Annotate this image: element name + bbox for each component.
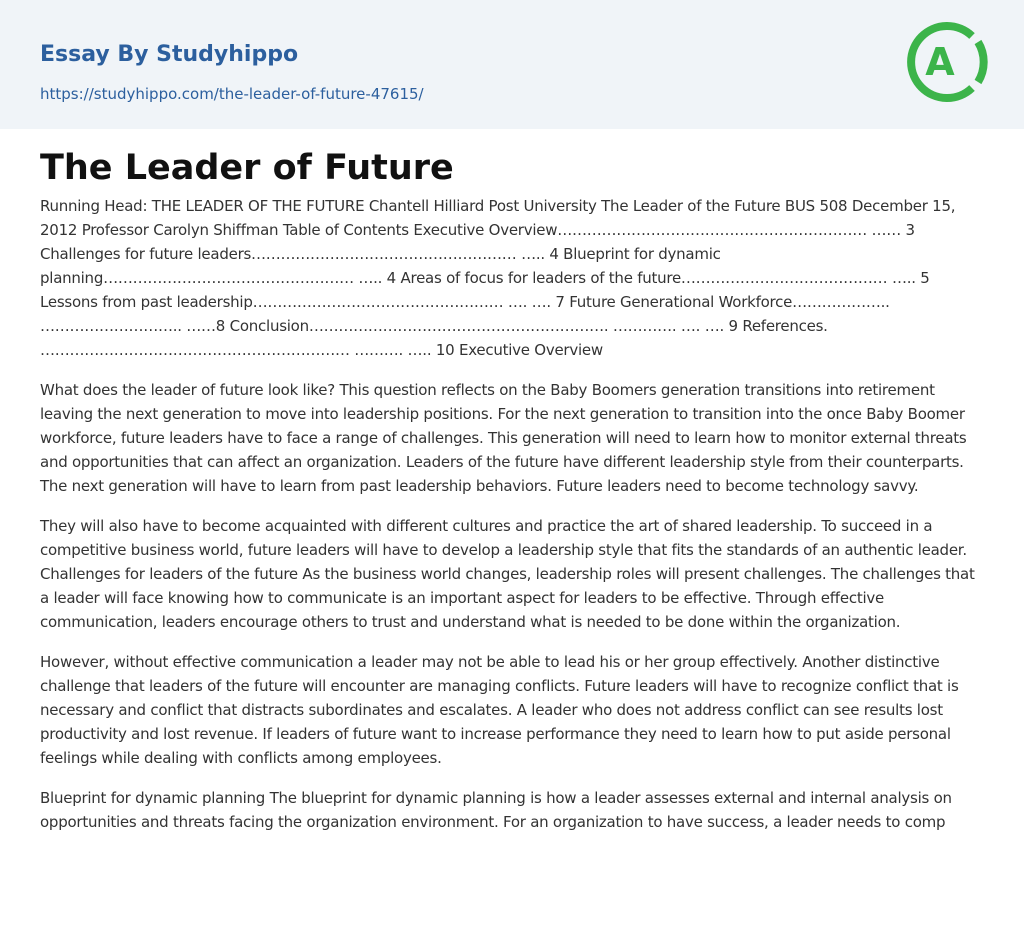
article-body [40, 194, 984, 850]
article-paragraph: Running Head: THE LEADER OF THE FUTURE Chantell Hilliard Post University The Leader of the Future BUS 508 December 15, 2012 Professor Carolyn Shiffman Table of Contents Executive Overview……………………………………………………… …… 3 Challenges for future leaders……………………………………………… ….. 4 Blueprint for dynamic planning…………………………………………… ….. 4 Areas of focus for leaders of the future…………………………………… ….. 5 Lessons from past leadership…………………………………………… …. …. 7 Future Generational Workforce……………….. ……………………….. ……8 Conclusion……………………………………………………. …………. …. …. 9 References. ……………………………………………………… ………. ….. 10 Executive Overview [40, 197, 956, 359]
logo-ring-icon [906, 18, 990, 106]
studyhippo-logo[interactable] [906, 18, 990, 106]
logo-letter: A [925, 40, 955, 84]
site-brand[interactable]: Essay By Studyhippo [40, 42, 299, 67]
essay-url-link[interactable]: https://studyhippo.com/the-leader-of-future-47615/ [40, 85, 424, 103]
article-paragraph: What does the leader of future look like? This question reflects on the Baby Boomers generation transitions into retirement leaving the next generation to move into leadership positions. For the next generation to transition into the once Baby Boomer workforce, future leaders have to face a range of challenges. This generation will need to learn how to monitor external threats and opportunities that can affect an organization. Leaders of the future have different leadership style from their counterparts. The next generation will have to learn from past leadership behaviors. Future leaders need to become technology savvy. [40, 381, 967, 495]
article-paragraph: However, without effective communication a leader may not be able to lead his or her group effectively. Another distinctive challenge that leaders of the future will encounter are managing conflicts. Future leaders will have to recognize conflict that is necessary and conflict that distracts subordinates and escalates. A leader who does not address conflict can see results lost productivity and lost revenue. If leaders of future want to increase performance they need to learn how to put aside personal feelings while dealing with conflicts among employees. [40, 653, 959, 767]
article-paragraph: Blueprint for dynamic planning The blueprint for dynamic planning is how a leader assesses external and internal analysis on opportunities and threats facing the organization environment. For an organization to have success, a leader needs to comp [40, 789, 952, 831]
article-paragraph: They will also have to become acquainted with different cultures and practice the art of shared leadership. To succeed in a competitive business world, future leaders will have to develop a leadership style that fits the standards of an authentic leader. Challenges for leaders of the future As the business world changes, leadership roles will present challenges. The challenges that a leader will face knowing how to communicate is an important aspect for leaders to be effective. Through effective communication, leaders encourage others to trust and understand what is needed to be done within the organization. [40, 517, 975, 631]
article-title: The Leader of Future [40, 148, 454, 188]
